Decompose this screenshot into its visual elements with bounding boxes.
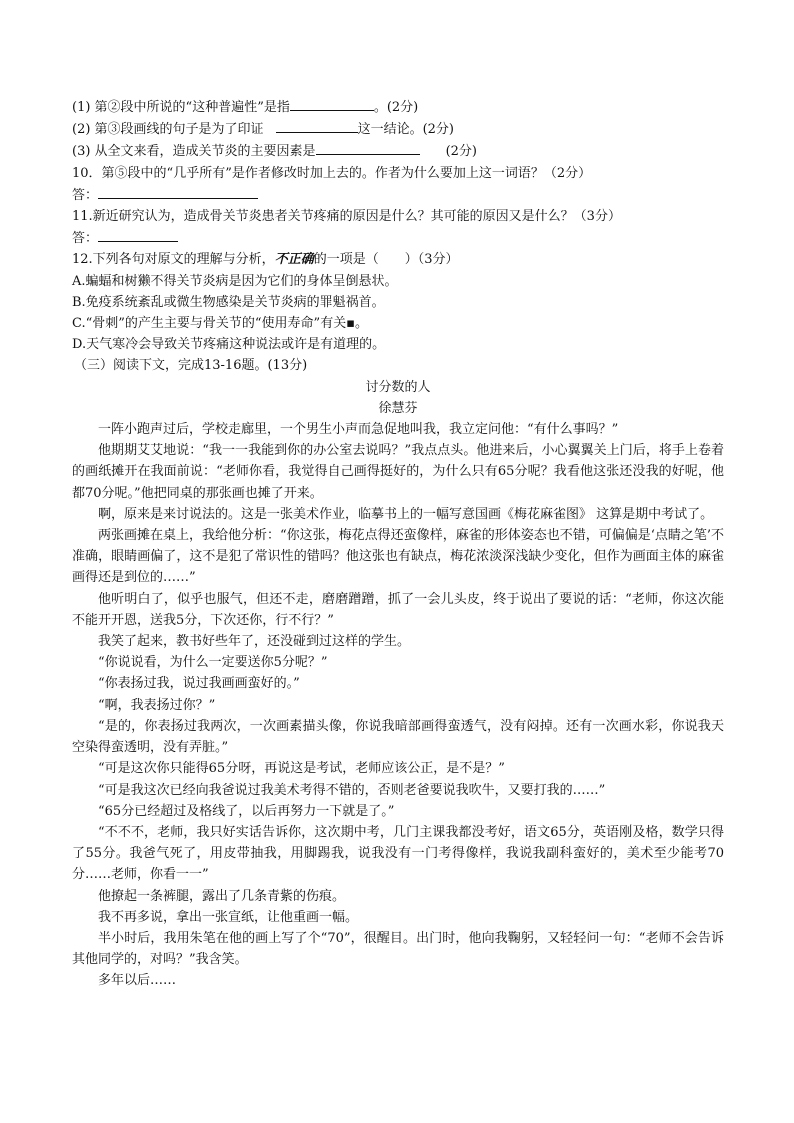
q12-option-b: B.免疫系统紊乱或微生物感染是关节炎病的罪魁祸首。 [72, 294, 385, 310]
q12-option-d: D.天气寒冷会导致关节疼痛这种说法或许是有道理的。 [72, 337, 386, 353]
story-paragraph: “可是我这次已经向我爸说过我美术考得不错的，否则老爸要说我吹牛，又要打我的……” [98, 782, 606, 798]
story-paragraph: 多年以后…… [98, 973, 177, 989]
story-paragraph: “65分已经超过及格线了，以后再努力一下就是了。” [98, 803, 395, 819]
story-paragraph: 我不再多说，拿出一张宣纸，让他重画一幅。 [98, 909, 359, 925]
document-page [72, 96, 724, 992]
story-paragraph: “你表扬过我，说过我画画蛮好的。” [98, 676, 300, 692]
q12-option-a: A.蝙蝠和树獭不得关节炎病是因为它们的身体呈倒悬状。 [72, 273, 398, 289]
q9-part2: (2) 第③段画线的句子是为了印证 这一结论。(2分) [72, 118, 724, 140]
story-author: 徐慧芬 [378, 400, 418, 416]
story-paragraph: “啊，我表扬过你？” [98, 697, 216, 713]
story-title: 讨分数的人 [365, 379, 431, 395]
q12-option-c: C.“骨刺”的产生主要与骨关节的“使用寿命”有关▪。 [72, 316, 369, 332]
story-paragraph: “不不不，老师，我只好实话告诉你，这次期中考，几门主课我都没考好，语文65分，英语刚及格，数学只得了55分。我爸气死了，用皮带抽我，用脚踢我，说我没有一门考得像样，我说我副科蛮好的，美术至少能考70分……老师，你看一一” [72, 824, 724, 883]
q10-answer: 答： [72, 184, 724, 206]
answer-blank[interactable] [276, 118, 358, 133]
q10-stem: 10．第⑤段中的“几乎所有”是作者修改时加上去的。作者为什么要加上这一词语？（2分） [72, 165, 592, 181]
story-paragraph: 他撩起一条裤腿，露出了几条青紫的伤痕。 [98, 888, 346, 904]
section-heading: （三）阅读下文，完成13-16题。(13分) [74, 358, 308, 374]
q9-part3: (3) 从全文来看，造成关节炎的主要因素是 (2分) [72, 140, 724, 162]
answer-blank[interactable] [316, 140, 420, 155]
story-paragraph: “可是这次你只能得65分呀，再说这是考试，老师应该公正，是不是？” [98, 761, 505, 777]
story-paragraph: “你说说看，为什么一定要送你5分呢？” [98, 655, 328, 671]
story-paragraph: 两张画摊在桌上，我给他分析：“你这张，梅花点得还蛮像样，麻雀的形体姿态也不错，可偏偏是‘点睛之笔’不准确，眼睛画偏了，这不是犯了常识性的错吗？他这张也有缺点，梅花浓淡深浅缺少变化，但作为画面主体的麻雀画得还是到位的……” [72, 528, 724, 586]
story-paragraph: 他期期艾艾地说：“我一一我能到你的办公室去说吗？”我点点头。他进来后，小心翼翼关上门后，将手上卷着的画纸摊开在我面前说：“老师你看，我觉得自己画得挺好的，为什么只有65分呢？我看他这张还没我的好呢，他都70分呢。”他把同桌的那张画也摊了开来。 [72, 443, 724, 501]
story-paragraph: 他听明白了，似乎也服气，但还不走，磨磨蹭蹭，抓了一会儿头皮，终于说出了要说的话：“老师，你这次能不能开开恩，送我5分，下次还你，行不行？” [72, 591, 724, 628]
story-paragraph: 一阵小跑声过后，学校走廊里，一个男生小声而急促地叫我，我立定问他：“有什么事吗？” [98, 422, 619, 438]
q12-stem: 12.下列各句对原文的理解与分析，不正确的一项是（ ）（3分） [72, 252, 459, 268]
q11-stem: 11.新近研究认为，造成骨关节炎患者关节疼痛的原因是什么？其可能的原因又是什么？（3分） [72, 209, 621, 225]
answer-blank[interactable] [290, 96, 374, 111]
story-paragraph: “是的，你表扬过我两次，一次画素描头像，你说我暗部画得蛮透气，没有闷掉。还有一次画水彩，你说我天空染得蛮透明，没有弄脏。” [72, 718, 724, 756]
answer-blank[interactable] [98, 227, 178, 242]
story-paragraph: 半小时后，我用朱笔在他的画上写了个“70”，很醒目。出门时，他向我鞠躬，又轻轻问一句：“老师不会告诉其他同学的，对吗？”我含笑。 [72, 930, 724, 968]
story-paragraph: 我笑了起来，教书好些年了，还没碰到过这样的学生。 [98, 634, 411, 650]
story-paragraph: 啊，原来是来讨说法的。这是一张美术作业，临摹书上的一幅写意国画《梅花麻雀图》 这算是期中考试了。 [98, 506, 714, 522]
q11-answer: 答： [72, 227, 724, 249]
answer-blank[interactable] [98, 184, 258, 199]
q9-part1: (1) 第②段中所说的“这种普遍性”是指 。(2分) [72, 96, 724, 118]
